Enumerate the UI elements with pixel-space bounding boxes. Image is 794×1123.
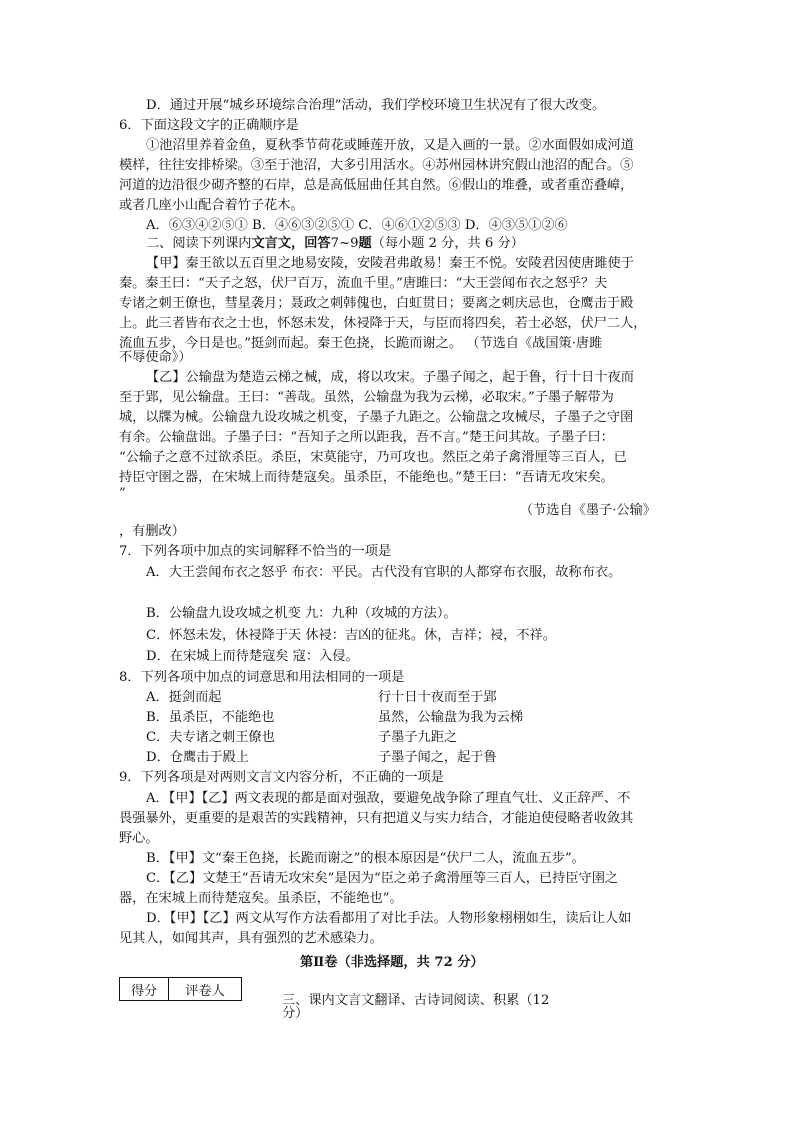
q9-option-b: B．【甲】文“秦王色挠，长跪而谢之”的根本原因是“伏尸二人，流血五步”。 [146, 851, 585, 866]
q7-option-b: B．公输盘九设攻城之机变 九：九种（攻城的方法）。 [146, 606, 457, 621]
jia-passage-line: 上。此三者皆布衣之士也，怀怒未发，休祲降于天，与臣而将四矣，若士必怒，伏尸二人， [119, 316, 647, 331]
q6-options: A．⑥③④②⑤① B．④⑥③②⑤① C．④⑥①②⑤③ D．④③⑤①②⑥ [146, 218, 568, 233]
yi-source: （节选自《墨子·公输》 [519, 503, 656, 518]
q9-option-a-cont: 野心。 [119, 831, 159, 846]
q8-option-a-left: A．挺剑而起 [146, 690, 222, 705]
yi-passage-line: ” [119, 486, 126, 501]
q7-option-d: D．在宋城上而待楚寇矣 寇：入侵。 [146, 649, 359, 664]
section-2-range: 7~9 [330, 236, 359, 251]
q9-option-a: A．【甲】【乙】两文表现的都是面对强敌，要避免战争除了理直气壮、义正辞严、不 [146, 791, 631, 806]
part-2-heading: 第Ⅱ卷（非选择题，共 72 分） [300, 955, 484, 970]
yi-passage-line: 【乙】公输盘为楚造云梯之械，成，将以攻宋。子墨子闻之，起于鲁，行十日十夜而 [146, 370, 634, 385]
section-2-bold: 文言文，回答 [251, 236, 331, 251]
q6-passage-line: 或者几座小山配合着竹子花木。 [119, 198, 304, 213]
yi-passage-line: 有余。公输盘诎。子墨子曰：“吾知子之所以距我，吾不言。”楚王问其故。子墨子曰： [119, 430, 614, 445]
q8-stem: 8．下列各项中加点的词意思和用法相同的一项是 [119, 670, 405, 685]
q7-option-a: A．大王尝闻布衣之怒乎 布衣：平民。古代没有官职的人都穿布衣服，故称布衣。 [146, 565, 622, 580]
section-2-heading [146, 236, 524, 252]
q7-option-c: C．怀怒未发，休祲降于天 休祲：吉凶的征兆。休，吉祥；祲，不祥。 [146, 628, 556, 643]
q8-option-d-left: D．仓鹰击于殿上 [146, 750, 249, 765]
q8-option-c-right: 子墨子九距之 [378, 730, 458, 745]
q9-stem: 9．下列各项是对两则文言文内容分析，不正确的一项是 [119, 770, 444, 785]
q7-stem: 7．下列各项中加点的实词解释不恰当的一项是 [119, 544, 392, 559]
section-2-bold: 题 [358, 236, 372, 251]
score-table [119, 977, 242, 1001]
section-3-heading: 三、课内文言文翻译、古诗词阅读、积累（12 [282, 993, 550, 1008]
grader-cell: 评卷人 [169, 978, 242, 1001]
yi-source-cont: ，有删改） [119, 524, 185, 539]
q9-option-d-cont: 见其人，如闻其声，具有强烈的艺术感染力。 [119, 931, 383, 946]
score-cell: 得分 [120, 978, 169, 1001]
q8-option-c-left: C．夫专诸之刺王僚也 [146, 730, 275, 745]
q9-option-d: D．【甲】【乙】两文从写作方法看都用了对比手法。人物形象栩栩如生，读后让人如 [146, 911, 632, 926]
jia-passage-line: 流血五步，今日是也。”挺剑而起。秦王色挠，长跪而谢之。 （节选自《战国策·唐雎 [119, 336, 603, 351]
q5-option-d: D．通过开展“城乡环境综合治理”活动，我们学校环境卫生状况有了很大改变。 [146, 98, 606, 113]
yi-passage-line: 城，以牒为械。公输盘九设攻城之机变，子墨子九距之。公输盘之攻械尽，子墨子之守圉 [119, 410, 634, 425]
jia-passage-line: 秦。秦王曰：“天子之怒，伏尸百万，流血千里。”唐雎曰：“大王尝闻布衣之怒乎？夫 [119, 276, 608, 291]
q6-passage-line: 模样，往往安排桥梁。③至于池沼，大多引用活水。④苏州园林讲究假山池沼的配合。⑤ [119, 158, 634, 173]
section-3-cont-clip [282, 1006, 342, 1023]
jia-passage-line: 不辱使命》） [119, 350, 192, 365]
yi-passage-line: “公输子之意不过欲杀臣。杀臣，宋莫能守，乃可攻也。然臣之弟子禽滑厘等三百人，已 [119, 450, 627, 465]
section-2-points: （每小题 2 分，共 6 分） [371, 236, 524, 251]
jia-passage-line: 【甲】秦王欲以五百里之地易安陵，安陵君弗敢易！秦王不悦。安陵君因使唐雎使于 [146, 256, 634, 271]
section-2-text: 二、阅读下列课内 [146, 236, 252, 251]
q6-passage-line: 河道的边沿很少砌齐整的石岸，总是高低屈曲任其自然。⑥假山的堆叠，或者重峦叠嶂， [119, 178, 634, 193]
q8-option-d-right: 子墨子闻之，起于鲁 [378, 750, 497, 765]
section-3-cont: 分） [282, 1006, 309, 1021]
q9-option-c-cont: 器，在宋城上而待楚寇矣。虽杀臣，不能绝也”。 [119, 891, 403, 906]
q9-option-c: C．【乙】文楚王“吾请无攻宋矣”是因为“臣之弟子禽滑厘等三百人，已持臣守圉之 [146, 871, 619, 886]
q6-stem: 6．下面这段文字的正确顺序是 [119, 118, 299, 133]
yi-passage-line: 至于郢，见公输盘。王曰：“善哉。虽然，公输盘为我为云梯，必取宋。”子墨子解带为 [119, 390, 614, 405]
yi-passage-line: 持臣守圉之器，在宋城上而待楚寇矣。虽杀臣，不能绝也。”楚王曰：“吾请无攻宋矣。 [119, 470, 614, 485]
q6-passage-line: ①池沼里养着金鱼，夏秋季节荷花或睡莲开放，又是入画的一景。②水面假如成河道 [146, 138, 634, 153]
q8-option-b-right: 虽然，公输盘为我为云梯 [378, 710, 524, 725]
q8-option-b-left: B．虽杀臣，不能绝也 [146, 710, 275, 725]
jia-passage-line: 专诸之刺王僚也，彗星袭月；聂政之刺韩傀也，白虹贯日；要离之刺庆忌也，仓鹰击于殿 [119, 296, 634, 311]
q9-option-a-cont: 畏强暴外，更重要的是艰苦的实践精神，只有把道义与实力结合，才能迫使侵略者收敛其 [119, 811, 634, 826]
q8-option-a-right: 行十日十夜而至于郢 [378, 690, 497, 705]
